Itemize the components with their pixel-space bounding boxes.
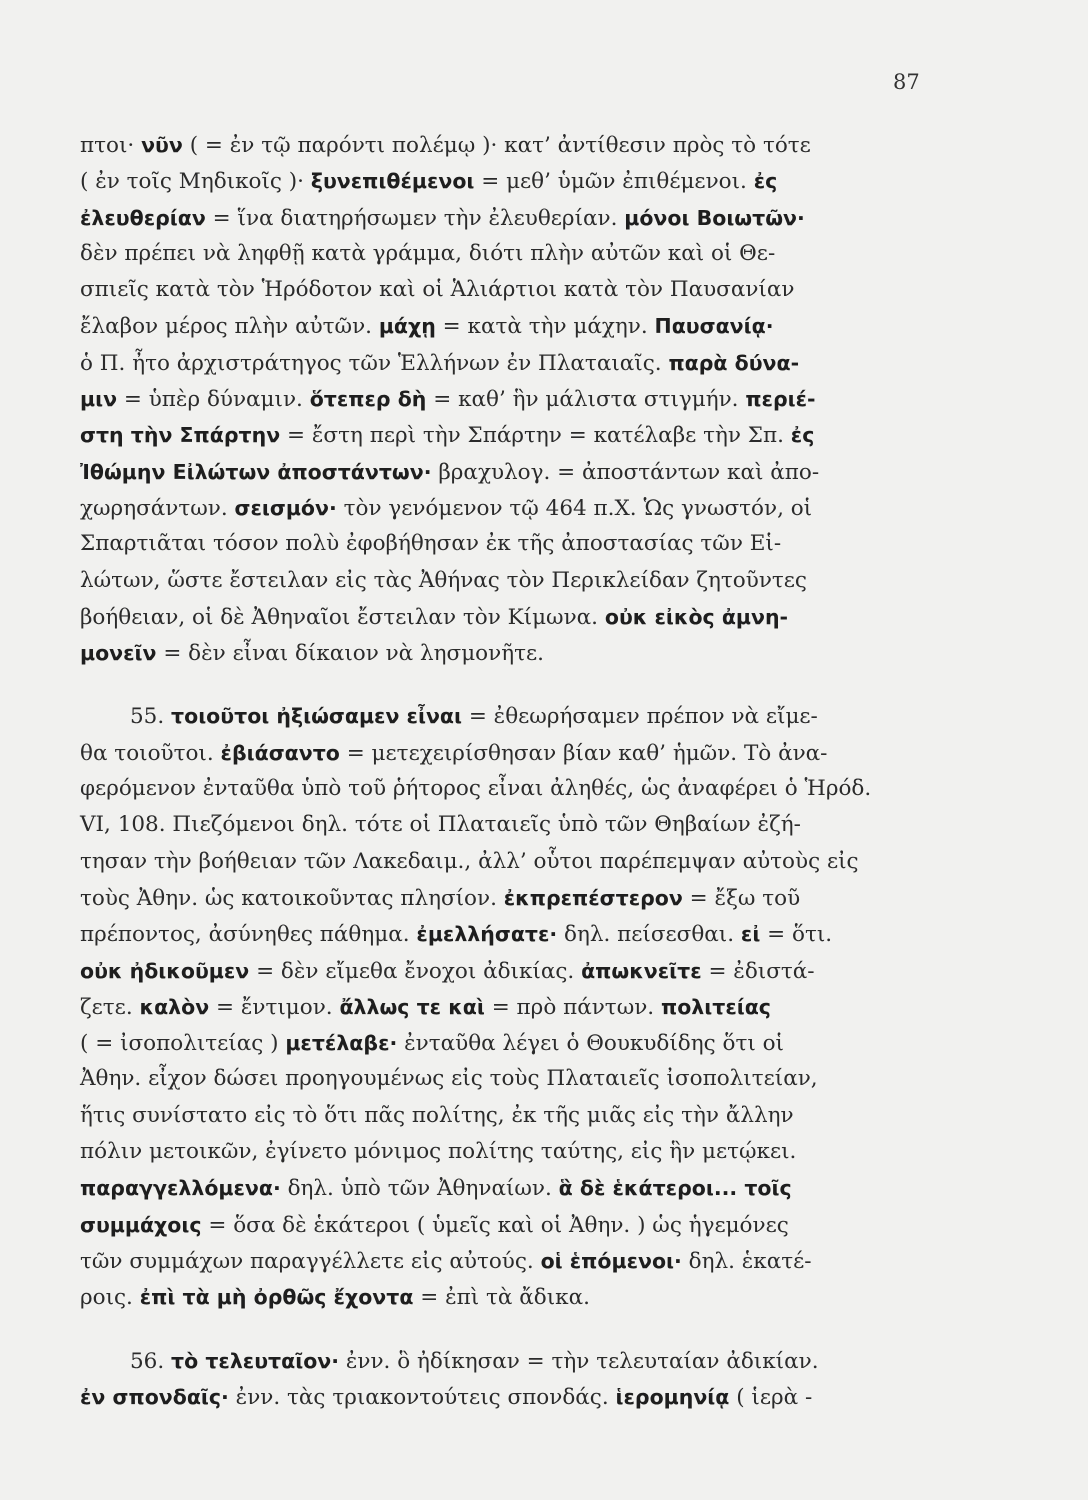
text-line: χωρησάντων. σεισμόν· τὸν γενόμενον τῷ 464 π.Χ. Ὡς γνωστόν, οἱ: [80, 495, 813, 521]
text-line: σπιεῖς κατὰ τὸν Ἡρόδοτον καὶ οἱ Ἁλιάρτιοι κατὰ τὸν Παυσανίαν: [80, 277, 795, 303]
text-line: θα τοιοῦτοι. ἐβιάσαντο = μετεχειρίσθησαν βίαν καθ’ ἡμῶν. Τὸ ἀνα-: [80, 740, 828, 766]
text-line: Ἰθώμην Εἰλώτων ἀποστάντων· βραχυλογ. = ἀποστάντων καὶ ἀπο-: [80, 459, 820, 485]
paragraph-gap: [80, 671, 910, 698]
text-line: πρέποντος, ἀσύνηθες πάθημα. ἐμελλήσατε· δηλ. πείσεσθαι. εἰ = ὅτι.: [80, 922, 833, 948]
text-line: ἥτις συνίστατο εἰς τὸ ὅτι πᾶς πολίτης, ἐκ τῆς μιᾶς εἰς τὴν ἄλλην: [80, 1102, 794, 1128]
text-line: πόλιν μετοικῶν, ἐγίνετο μόνιμος πολίτης ταύτης, εἰς ἣν μετῴκει.: [80, 1139, 797, 1165]
text-line: μονεῖν = δὲν εἶναι δίκαιον νὰ λησμονῆτε.: [80, 641, 544, 667]
text-line: τησαν τὴν βοήθειαν τῶν Λακεδαιμ., ἀλλ’ οὗτοι παρέπεμψαν αὐτοὺς εἰς: [80, 848, 859, 874]
text-line: Σπαρτιᾶται τόσον πολὺ ἐφοβήθησαν ἐκ τῆς ἀποστασίας τῶν Εἱ-: [80, 531, 782, 557]
text-line: στη τὴν Σπάρτην = ἔστη περὶ τὴν Σπάρτην = κατέλαβε τὴν Σπ. ἐς: [80, 423, 815, 449]
text-line: πτοι· νῦν ( = ἐν τῷ παρόντι πολέμῳ )· κατ’ ἀντίθεσιν πρὸς τὸ τότε: [80, 133, 811, 158]
text-line: βοήθειαν, οἱ δὲ Ἀθηναῖοι ἔστειλαν τὸν Κίμωνα. οὐκ εἰκὸς ἀμνη-: [80, 604, 789, 630]
text-line: τοὺς Ἀθην. ὡς κατοικοῦντας πλησίον. ἐκπρεπέστερον = ἔξω τοῦ: [80, 885, 801, 911]
text-line: συμμάχοις = ὅσα δὲ ἑκάτεροι ( ὑμεῖς καὶ οἱ Ἀθην. ) ὡς ἡγεμόνες: [80, 1212, 789, 1238]
text-line: μιν = ὑπὲρ δύναμιν. ὅτεπερ δὴ = καθ’ ἣν μάλιστα στιγμήν. περιέ-: [80, 387, 816, 413]
text-line: Ἀθην. εἶχον δώσει προηγουμένως εἰς τοὺς Πλαταιεῖς ἰσοπολιτείαν,: [80, 1066, 818, 1092]
text-line: δὲν πρέπει νὰ ληφθῇ κατὰ γράμμα, διότι πλὴν αὐτῶν καὶ οἱ Θε-: [80, 240, 776, 266]
text-line: ὁ Π. ἦτο ἀρχιστράτηγος τῶν Ἑλλήνων ἐν Πλαταιαῖς. παρὰ δύνα-: [80, 350, 800, 376]
text-line: οὐκ ἠδικοῦμεν = δὲν εἴμεθα ἔνοχοι ἀδικίας. ἀπωκνεῖτε = ἐδιστά-: [80, 958, 815, 984]
text-line: τῶν συμμάχων παραγγέλλετε εἰς αὐτούς. οἱ ἑπόμενοι· δηλ. ἑκατέ-: [80, 1248, 812, 1274]
text-line: ζετε. καλὸν = ἔντιμον. ἄλλως τε καὶ = πρὸ πάντων. πολιτείας: [80, 994, 771, 1020]
paragraph-gap: [80, 1316, 910, 1343]
text-line: ἔλαβον μέρος πλὴν αὐτῶν. μάχῃ = κατὰ τὴν μάχην. Παυσανίᾳ·: [80, 314, 774, 340]
text-line: ἐν σπονδαῖς· ἐνν. τὰς τριακοντούτεις σπονδάς. ἱερομηνίᾳ ( ἱερὰ -: [80, 1384, 813, 1410]
text-line: 55. τοιοῦτοι ἠξιώσαμεν εἶναι = ἐθεωρήσαμεν πρέπον νὰ εἴμε-: [130, 704, 818, 730]
text-line: παραγγελλόμενα· δηλ. ὑπὸ τῶν Ἀθηναίων. ἃ δὲ ἑκάτεροι... τοῖς: [80, 1176, 792, 1202]
text-line: λώτων, ὥστε ἔστειλαν εἰς τὰς Ἀθήνας τὸν Περικλείδαν ζητοῦντες: [80, 567, 807, 593]
text-line: ( ἐν τοῖς Μηδικοῖς )· ξυνεπιθέμενοι = μεθ’ ὑμῶν ἐπιθέμενοι. ἐς: [80, 169, 778, 195]
text-line: VI, 108. Πιεζόμενοι δηλ. τότε οἱ Πλαταιεῖς ὑπὸ τῶν Θηβαίων ἐζή-: [80, 812, 801, 838]
text-line: ἐλευθερίαν = ἵνα διατηρήσωμεν τὴν ἐλευθερίαν. μόνοι Βοιωτῶν·: [80, 205, 805, 231]
text-line: 56. τὸ τελευταῖον· ἐνν. ὃ ἠδίκησαν = τὴν τελευταίαν ἀδικίαν.: [130, 1348, 819, 1374]
commentary-text: [80, 127, 910, 1415]
text-line: φερόμενον ἐνταῦθα ὑπὸ τοῦ ῥήτορος εἶναι ἀληθές, ὡς ἀναφέρει ὁ Ἡρόδ.: [80, 776, 872, 802]
text-line: ( = ἰσοπολιτείας ) μετέλαβε· ἐνταῦθα λέγει ὁ Θουκυδίδης ὅτι οἱ: [80, 1031, 784, 1057]
page-number: 87: [893, 70, 920, 94]
text-line: ροις. ἐπὶ τὰ μὴ ὀρθῶς ἔχοντα = ἐπὶ τὰ ἄδικα.: [80, 1285, 590, 1311]
